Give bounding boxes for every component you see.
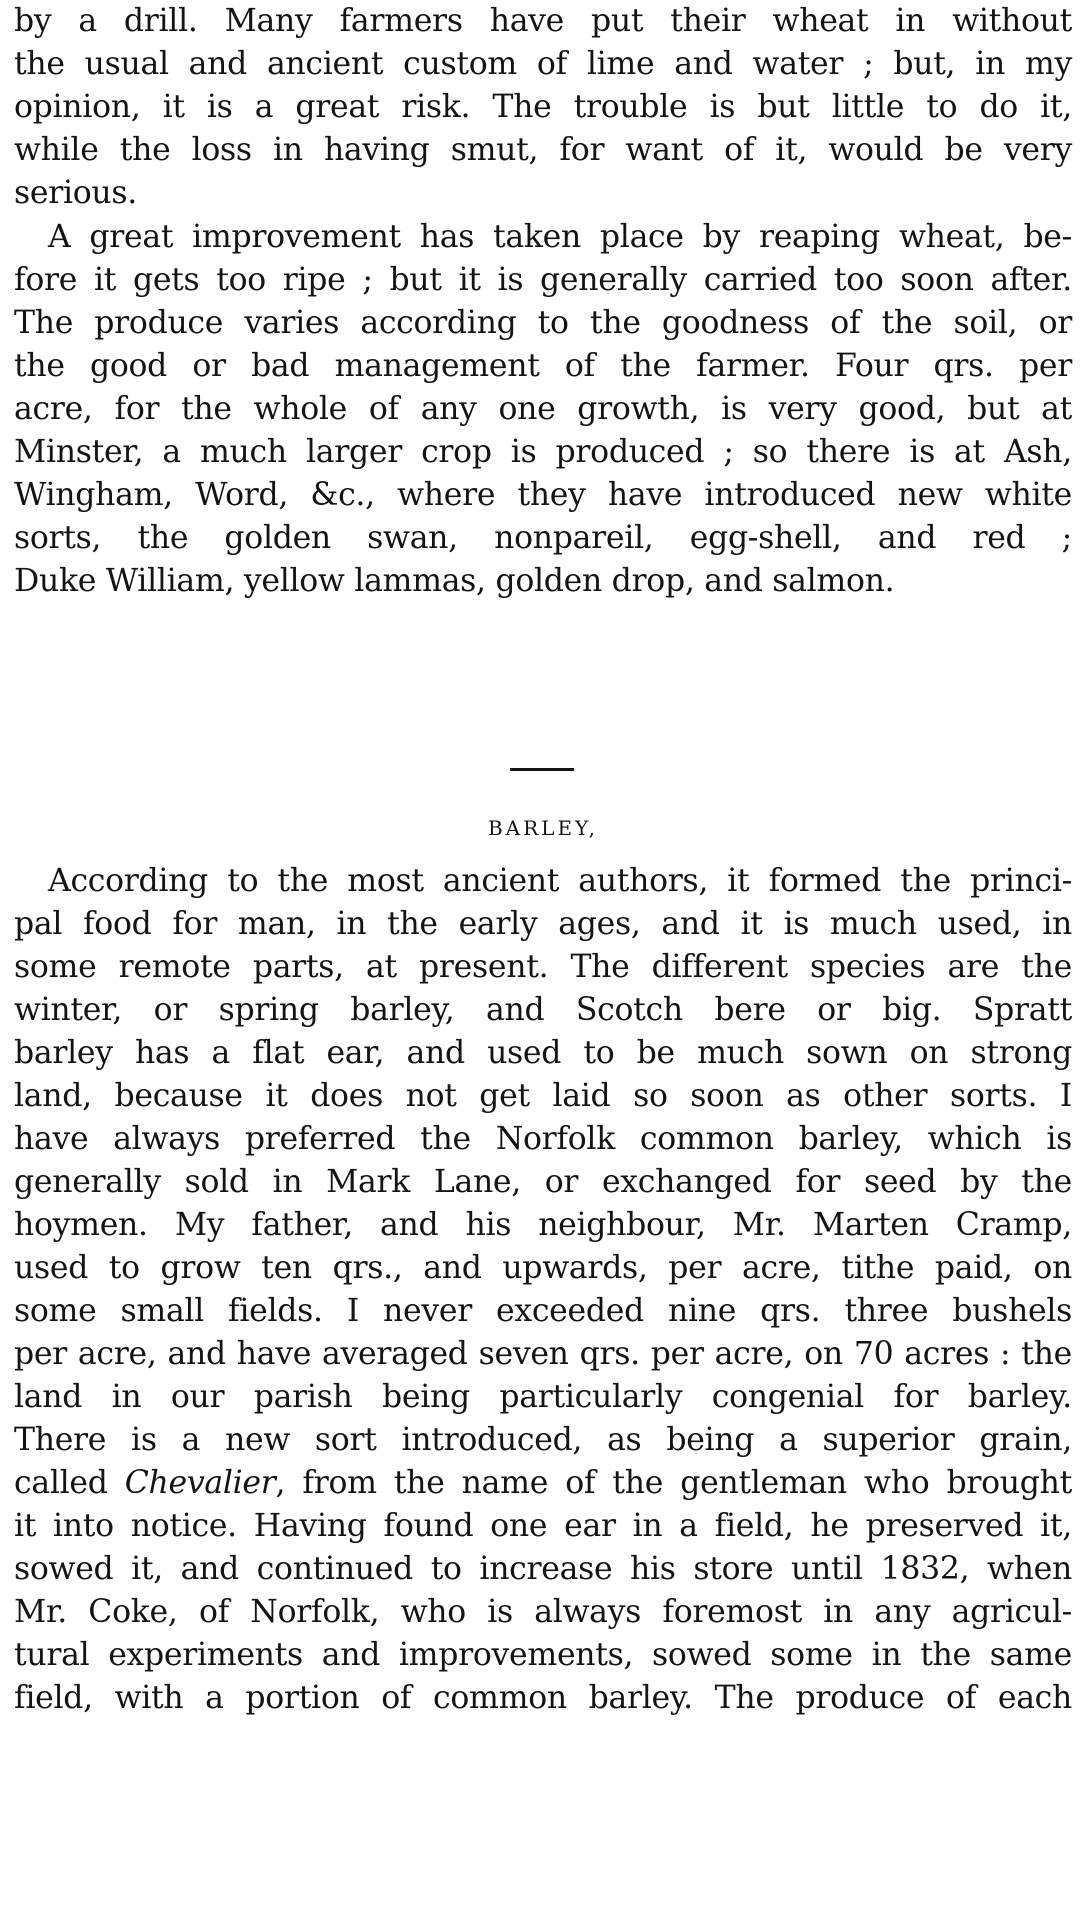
text-fragment: called — [14, 1465, 125, 1501]
text-line: while the loss in having smut, for want of it, would be very — [14, 132, 1072, 168]
italic-term: Chevalier — [124, 1465, 276, 1501]
text-line: it into notice. Having found one ear in a field, he preserved it, — [14, 1508, 1072, 1544]
text-line: Wingham, Word, &c., where they have introduced new white — [14, 477, 1072, 513]
text-line: sorts, the golden swan, nonpareil, egg-shell, and red ; — [14, 520, 1072, 556]
text-line: some remote parts, at present. The different species are the — [14, 949, 1072, 985]
text-line: hoymen. My father, and his neighbour, Mr. Marten Cramp, — [14, 1207, 1072, 1243]
section-heading: BARLEY, — [487, 816, 599, 840]
text-line: have always preferred the Norfolk common barley, which is — [14, 1121, 1072, 1157]
text-line: opinion, it is a great risk. The trouble is but little to do it, — [14, 89, 1072, 125]
text-line: land, because it does not get laid so soon as other sorts. I — [14, 1078, 1072, 1114]
text-line: land in our parish being particularly congenial for barley. — [14, 1379, 1072, 1415]
text-line: barley has a flat ear, and used to be much sown on strong — [14, 1035, 1072, 1071]
text-line: The produce varies according to the goodness of the soil, or — [14, 305, 1072, 341]
text-line: generally sold in Mark Lane, or exchanged for seed by the — [14, 1164, 1072, 1200]
text-line: sowed it, and continued to increase his store until 1832, when — [14, 1551, 1072, 1587]
text-line: used to grow ten qrs., and upwards, per acre, tithe paid, on — [14, 1250, 1072, 1286]
text-line: According to the most ancient authors, it formed the princi- — [48, 863, 1072, 899]
text-line: Duke William, yellow lammas, golden drop, and salmon. — [14, 563, 895, 599]
text-line: tural experiments and improvements, sowed some in the same — [14, 1637, 1072, 1673]
text-line: pal food for man, in the early ages, and it is much used, in — [14, 906, 1072, 942]
text-line: some small fields. I never exceeded nine qrs. three bushels — [14, 1293, 1072, 1329]
text-line: per acre, and have averaged seven qrs. per acre, on 70 acres : the — [14, 1336, 1072, 1372]
text-line: the usual and ancient custom of lime and water ; but, in my — [14, 46, 1072, 82]
text-fragment: , from the name of the gentleman who brought — [275, 1465, 1072, 1501]
text-line: A great improvement has taken place by reaping wheat, be- — [48, 219, 1072, 255]
text-line: by a drill. Many farmers have put their wheat in without — [14, 3, 1072, 39]
text-line: serious. — [14, 175, 137, 211]
text-line: field, with a portion of common barley. The produce of each — [14, 1680, 1072, 1716]
text-line: acre, for the whole of any one growth, is very good, but at — [14, 391, 1072, 427]
text-line: There is a new sort introduced, as being a superior grain, — [14, 1422, 1072, 1458]
section-divider — [510, 768, 574, 771]
text-line: winter, or spring barley, and Scotch bere or big. Spratt — [14, 992, 1072, 1028]
text-line: Mr. Coke, of Norfolk, who is always foremost in any agricul- — [14, 1594, 1072, 1630]
text-line: the good or bad management of the farmer. Four qrs. per — [14, 348, 1072, 384]
text-line: Minster, a much larger crop is produced ; so there is at Ash, — [14, 434, 1072, 470]
text-line: fore it gets too ripe ; but it is generally carried too soon after. — [14, 262, 1072, 298]
